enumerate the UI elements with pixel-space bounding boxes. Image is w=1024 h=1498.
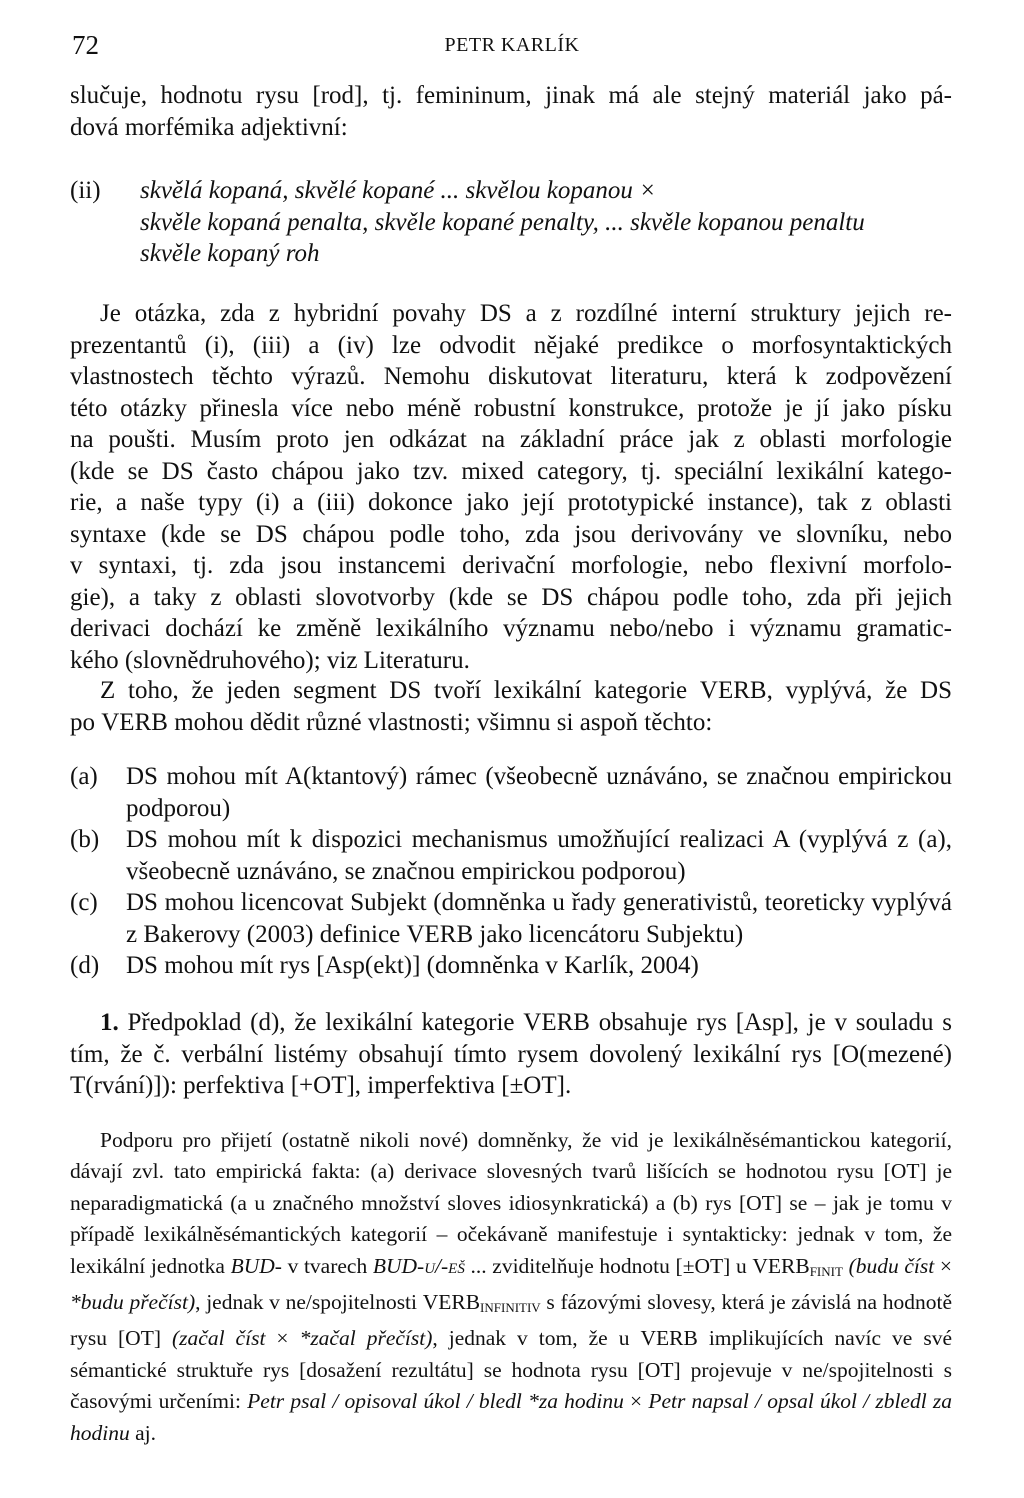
text-line: derivaci dochází ke změně lexikálního významu nebo/nebo i významu gramatic- [70,615,952,642]
list-label: (a) [70,763,98,790]
page-header [72,30,952,64]
text-line: po VERB mohou dědit různé vlastnosti; všimnu si aspoň těchto: [70,708,713,736]
list-text: DS mohou licencovat Subjekt (domněnka u řady generativistů, teoreticky vyplývá z Bakerovy (2003) definice VERB jako licencátoru Subjektu) [126,889,952,948]
running-head: PETR KARLÍK [444,34,580,56]
text-line: v syntaxi, tj. zda jsou instancemi derivační morfologie, nebo flexivní morfolo- [70,552,952,579]
example-text: *budu přečíst) [70,1290,196,1315]
category-verb: VERB [406,920,474,948]
category-verb: VERB [640,1326,698,1351]
example-text: Petr napsal / opsal úkol / zbledl za hodinu [70,1389,952,1445]
category-verb: VERB [752,1253,810,1278]
example-line: skvělá kopaná, skvělé kopané ... skvělou kopanou × [140,177,656,204]
section-1-paragraph: 1. Předpoklad (d), že lexikální kategorie VERB obsahuje rys [Asp], je v souladu s tím, že č. verbální listémy obsahují tímto rysem dovolený lexikální rys [O(mezené) T(rvání)]): perfektiva [+OT], imperfektiva [±OT]. [70,1009,952,1099]
text-line: na poušti. Musím proto jen odkázat na základní práce jak z oblasti morfologie [70,426,952,453]
text-line: (kde se DS často chápou jako tzv. mixed category, tj. speciální lexikální katego- [70,457,952,485]
text-line: syntaxe (kde se DS chápou podle toho, zda jsou derivovány ve slovníku, nebo [70,520,952,548]
property-list [70,761,952,982]
example-line: skvěle kopaná penalta, skvěle kopané penalty, ... skvěle kopanou penaltu [140,208,865,236]
text-line: Je otázka, zda z hybridní povahy DS a z rozdílné interní struktury jejich re- [100,300,952,327]
example-line: skvěle kopaný roh [140,240,320,267]
example-text: *začal přečíst) [299,1326,433,1351]
category-verb: VERB [101,708,168,736]
lexeme-bud-forms: BUD-u/-eš [372,1253,465,1278]
text-line: gie), a taky z oblasti slovotvorby (kde se DS chápou podle toho, zda při jejich [70,583,952,611]
list-item [70,824,952,887]
subscript-infinitiv: INFINITIV [480,1300,541,1316]
lexeme-bud: BUD- [230,1253,282,1278]
example-text: (budu číst [848,1253,935,1278]
list-text: DS mohou mít A(ktantový) rámec (všeobecně uznáváno, se značnou empirickou podporou) [126,763,952,822]
text-line: rie, a naše typy (i) a (iii) dokonce jako její prototypické instance), tak z oblasti [70,489,952,516]
subscript-finit: FINIT [809,1263,843,1279]
category-verb: VERB [523,1009,590,1036]
category-verb: VERB [699,677,767,704]
category-verb: VERB [422,1290,481,1315]
intro-paragraph [70,80,952,143]
page-number: 72 [72,30,99,60]
text-line: dová morfémika adjektivní: [70,113,348,141]
list-label: (d) [70,952,100,979]
list-label: (c) [70,889,98,916]
list-text: DS mohou mít rys [Asp(ekt)] (domněnka v Karlík, 2004) [126,952,699,979]
example-ii [70,175,952,270]
text-line: této otázky přinesla více nebo méně robustní konstrukce, protože je jí jako písku [70,394,952,422]
list-item [70,887,952,950]
text-line: kého (slovnědruhového); viz Literaturu. [70,646,470,674]
list-text: DS mohou mít k dispozici mechanismus umožňující realizaci A (vyplývá z (a), všeobecně uznáváno, se značnou empirickou podporou) [126,826,952,885]
example-text: (začal číst [172,1326,266,1351]
paragraph-inherit [70,675,952,738]
section-number: 1. [100,1009,119,1036]
small-print-paragraph: Podporu pro přijetí (ostatně nikoli nové) domněnky, že vid je lexikálněsémantickou kategorií, dávají zvl. tato empirická fakta: (a) derivace slovesných tvarů lišících se hodnotou rysu [OT] je neparadigmatická (a u značného množství sloves idiosynkratická) a (b) rys [OT] se – jak je tomu v případě lexikálněsémantických kategorií – očekávaně manifestuje i syntakticky: jednak v tom, že lexikální jednotka BUD- v tvarech BUD-u/-eš ... zviditelňuje hodnotu [±OT] u $VERB_{FINIT}$ (budu číst × *budu přečíst), jednak v ne/spojitelnosti $VERB_{INFINITIV}$ s fázovými slovesy, která je závislá na hodnotě rysu [OT] (začal číst × *začal přečíst), jednak v tom, že u VERB implikujících navíc ve své sémantické struktuře rys [dosažení rezultátu] se hodnota rysu [OT] projevuje v ne/spojitelnosti s časovými určeními: Petr psal / opisoval úkol / bledl *za hodinu × Petr napsal / opsal úkol / zbledl za hodinu aj. [70,1128,953,1445]
paragraph-hybrid-nature [70,298,952,676]
text-line: Z toho, že jeden segment DS tvoří lexikální kategorie VERB, vyplývá, že DS [100,677,952,704]
example-text: Petr psal / opisoval úkol / bledl *za hodinu [247,1389,624,1414]
text-line: vlastnostech těchto výrazů. Nemohu diskutovat literaturu, která k zodpovězení [70,363,952,390]
example-label: (ii) [70,177,101,204]
list-item [70,950,952,982]
list-item [70,761,952,824]
text-line: slučuje, hodnotu rysu [rod], tj. femininum, jinak má ale stejný materiál jako pá- [70,82,952,109]
list-label: (b) [70,826,100,853]
text-line: prezentantů (i), (iii) a (iv) lze odvodit nějaké predikce o morfosyntaktických [70,331,952,359]
